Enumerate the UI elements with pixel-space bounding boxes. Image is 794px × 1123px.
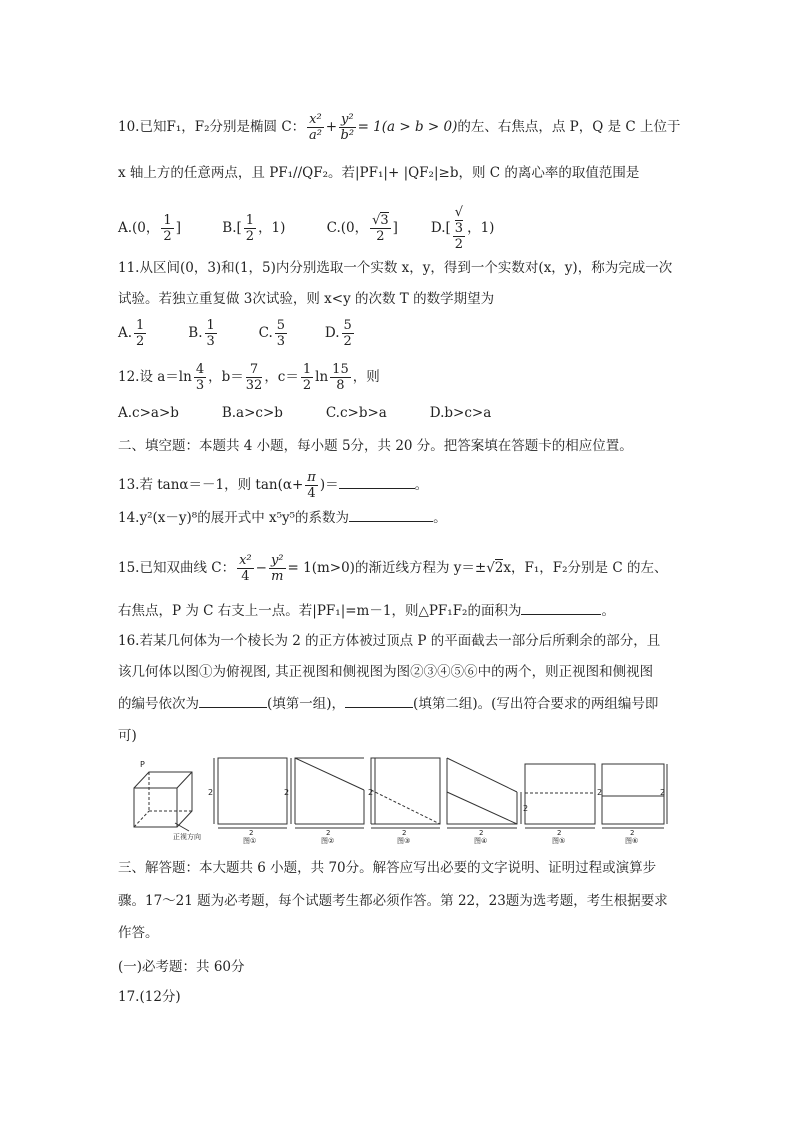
svg-text:2: 2 bbox=[326, 829, 331, 837]
q11-option-d: D. $\frac{5}{2}$ bbox=[324, 318, 352, 349]
cube-vertex-p-label: P bbox=[140, 760, 145, 769]
q11-options bbox=[118, 318, 387, 349]
cube-figure-1 bbox=[134, 760, 201, 841]
q15-line1: 15.已知双曲线 C： $\frac{\text{x²}}{4}$ − $\frac{\text{y²}}{m}$ = 1(m>0)的渐近线方程为 y＝±√2x，F₁，F₂分别是 C 的左、 bbox=[118, 553, 668, 584]
svg-text:2: 2 bbox=[479, 829, 484, 837]
view-figure-5 bbox=[447, 758, 528, 845]
q10-options bbox=[118, 205, 531, 252]
q16-blank-2[interactable] bbox=[345, 695, 413, 708]
q16-line3: 的编号依次为 (填第一组)， (填第二组)。(写出符合要求的两组编号即 bbox=[118, 696, 659, 712]
svg-text:2: 2 bbox=[284, 788, 290, 797]
q16-figure bbox=[125, 755, 670, 845]
svg-text:2: 2 bbox=[523, 804, 529, 813]
q11-line2: 试验。若独立重复做 3次试验，则 x<y 的次数 T 的数学期望为 bbox=[118, 291, 495, 307]
subsection-heading: (一)必考题：共 60分 bbox=[118, 959, 245, 975]
caption-fig-1: 图① bbox=[243, 837, 257, 845]
caption-fig-5: 图⑤ bbox=[552, 837, 566, 845]
q12-line1: 12.设 a＝ln $\frac{4}{3}$ ，b＝ $\frac{7}{32}$ ，c＝ $\frac{1}{2}$ ln $\frac{15}{8}$ ，则 bbox=[118, 362, 380, 393]
q16-line1: 16.若某几何体为一个棱长为 2 的正方体被过顶点 P 的平面截去一部分后所剩余的部分，且 bbox=[118, 633, 661, 649]
svg-text:2: 2 bbox=[368, 788, 374, 797]
svg-text:2: 2 bbox=[597, 788, 603, 797]
q10-option-b: B.[ $\frac{1}{2}$ ，1) bbox=[222, 213, 286, 244]
caption-fig-2: 图② bbox=[321, 837, 335, 845]
view-figure-3 bbox=[284, 758, 364, 845]
q14: 14.y²(x－y)⁸的展开式中 x⁵y⁵的系数为 。 bbox=[118, 510, 447, 526]
q17-heading: 17.(12分) bbox=[118, 989, 181, 1005]
section-3-line3: 作答。 bbox=[118, 925, 159, 941]
view-figure-7 bbox=[602, 764, 667, 845]
view-figure-2 bbox=[208, 758, 290, 845]
front-view-direction-label: 正视方向 bbox=[173, 833, 201, 841]
svg-text:2: 2 bbox=[208, 788, 214, 797]
q11-option-b: B. $\frac{1}{3}$ bbox=[188, 318, 215, 349]
q10-option-d: D.[ √ 3 2 ，1) bbox=[430, 205, 495, 252]
frac-x2-a2: $\frac{\text{x²}}{\text{a²}}$ bbox=[308, 112, 322, 143]
q10-option-c: C.(0， $\frac{√3}{2}$ ] bbox=[326, 213, 398, 244]
svg-text:2: 2 bbox=[630, 829, 635, 837]
q11-option-a: A. $\frac{1}{2}$ bbox=[118, 318, 145, 349]
q11-line1: 11.从区间(0，3)和(1，5)内分别选取一个实数 x，y，得到一个实数对(x，y)，称为完成一次 bbox=[118, 260, 673, 276]
section-3-line1: 三、解答题：本大题共 6 小题，共 70分。解答应写出必要的文字说明、证明过程或演算步 bbox=[118, 860, 657, 876]
q10-option-a: A.(0， $\frac{1}{2}$ ] bbox=[118, 213, 181, 244]
q13: 13.若 tanα＝－1，则 tan(α+ $\frac{\pi}{4}$ )＝ 。 bbox=[118, 470, 429, 501]
q14-answer-blank[interactable] bbox=[349, 509, 433, 522]
svg-text:2: 2 bbox=[402, 829, 407, 837]
svg-text:2: 2 bbox=[557, 829, 562, 837]
q10-line1: 10.已知F₁，F₂分别是椭圆 C： $\frac{\text{x²}}{\text{a²}}$ + $\frac{\text{y²}}{\text{b²}}$ = 1(a > b > 0)的左、右焦点，点 P，Q 是 C 上位于 bbox=[118, 112, 681, 143]
caption-fig-3: 图③ bbox=[397, 837, 411, 845]
q10-line2: x 轴上方的任意两点，且 PF₁//QF₂。若|PF₁|+ |QF₂|≥b，则 C 的离心率的取值范围是 bbox=[118, 165, 640, 181]
q11-option-c: C. $\frac{5}{3}$ bbox=[258, 318, 286, 349]
section-3-line2: 骤。17～21 题为必考题，每个试题考生都必须作答。第 22，23题为选考题，考生根据要求 bbox=[118, 893, 668, 909]
caption-fig-6: 图⑥ bbox=[625, 837, 639, 845]
frac-y2-b2: $\frac{\text{y²}}{\text{b²}}$ bbox=[340, 112, 355, 143]
svg-text:2: 2 bbox=[249, 829, 254, 837]
q15-answer-blank[interactable] bbox=[521, 602, 601, 615]
q13-answer-blank[interactable] bbox=[339, 476, 415, 489]
section-2-heading: 二、填空题：本题共 4 小题，每小题 5分，共 20 分。把答案填在答题卡的相应位置。 bbox=[118, 438, 633, 454]
svg-text:2: 2 bbox=[660, 788, 666, 797]
view-figure-4 bbox=[368, 758, 440, 845]
q16-blank-1[interactable] bbox=[199, 695, 267, 708]
q16-line2: 该几何体以图①为俯视图, 其正视图和侧视图为图②③④⑤⑥中的两个，则正视图和侧视图 bbox=[118, 664, 654, 680]
caption-fig-4: 图④ bbox=[474, 837, 488, 845]
q12-options: A.c>a>b B.a>c>b C.c>b>a D.b>c>a bbox=[118, 405, 492, 421]
q15-line2: 右焦点，P 为 C 右支上一点。若|PF₁|=m－1，则△PF₁F₂的面积为 。 bbox=[118, 603, 615, 619]
view-figure-6 bbox=[525, 764, 602, 845]
q16-line4: 可) bbox=[118, 728, 137, 744]
